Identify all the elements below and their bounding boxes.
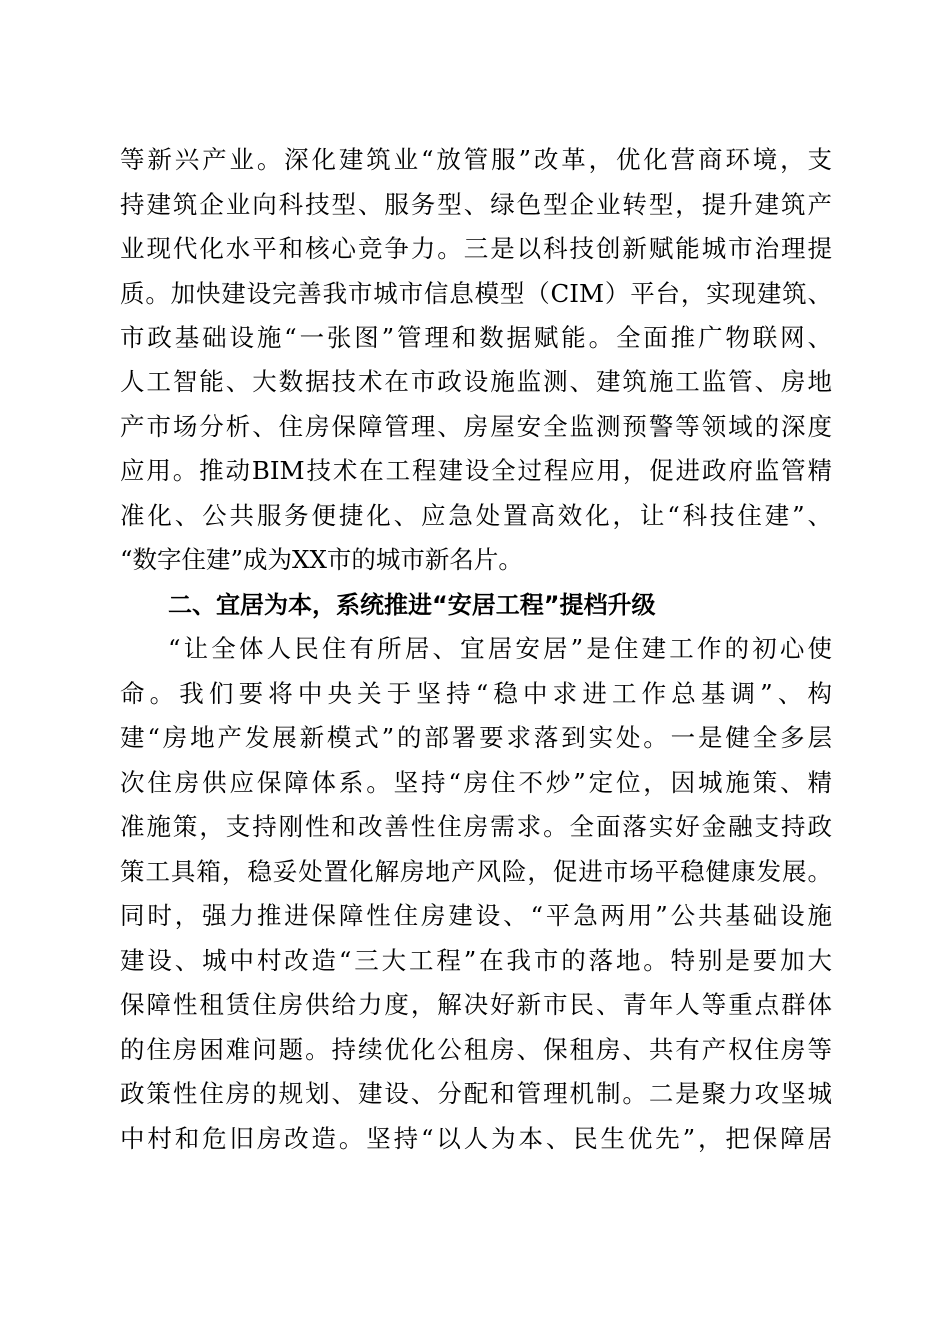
text-line: 策工具箱，稳妥处置化解房地产风险，促进市场平稳健康发展。: [120, 857, 832, 886]
text-line: 准施策，支持刚性和改善性住房需求。全面落实好金融支持政: [120, 812, 832, 841]
text-line: 质。加快建设完善我市城市信息模型（CIM）平台，实现建筑、: [120, 279, 832, 308]
text-line: 市政基础设施“一张图”管理和数据赋能。全面推广物联网、: [120, 323, 832, 352]
text-line: 次住房供应保障体系。坚持“房住不炒”定位，因城施策、精: [120, 768, 832, 797]
text-line: 业现代化水平和核心竞争力。三是以科技创新赋能城市治理提: [120, 234, 832, 263]
text-line: 建设、城中村改造“三大工程”在我市的落地。特别是要加大: [120, 946, 832, 975]
text-line: 中村和危旧房改造。坚持“以人为本、民生优先”，把保障居: [120, 1124, 832, 1153]
text-line: 等新兴产业。深化建筑业“放管服”改革，优化营商环境，支: [120, 145, 832, 174]
text-line: 应用。推动BIM技术在工程建设全过程应用，促进政府监管精: [120, 456, 832, 485]
text-line: 产市场分析、住房保障管理、房屋安全监测预警等领域的深度: [120, 412, 832, 441]
text-line: “让全体人民住有所居、宜居安居”是住建工作的初心使: [168, 634, 832, 663]
text-line: 人工智能、大数据技术在市政设施监测、建筑施工监管、房地: [120, 367, 832, 396]
text-line: “数字住建”成为XX市的城市新名片。: [120, 545, 523, 574]
text-line: 建“房地产发展新模式”的部署要求落到实处。一是健全多层: [120, 723, 832, 752]
text-line: 保障性租赁住房供给力度，解决好新市民、青年人等重点群体: [120, 990, 832, 1019]
section-heading: 二、宜居为本，系统推进“安居工程”提档升级: [168, 591, 656, 619]
text-line: 同时，强力推进保障性住房建设、“平急两用”公共基础设施: [120, 901, 832, 930]
text-line: 准化、公共服务便捷化、应急处置高效化，让“科技住建”、: [120, 501, 832, 530]
text-line: 持建筑企业向科技型、服务型、绿色型企业转型，提升建筑产: [120, 190, 832, 219]
text-line: 命。我们要将中央关于坚持“稳中求进工作总基调”、构: [120, 679, 832, 708]
text-line: 的住房困难问题。持续优化公租房、保租房、共有产权住房等: [120, 1035, 832, 1064]
text-line: 政策性住房的规划、建设、分配和管理机制。二是聚力攻坚城: [120, 1079, 832, 1108]
